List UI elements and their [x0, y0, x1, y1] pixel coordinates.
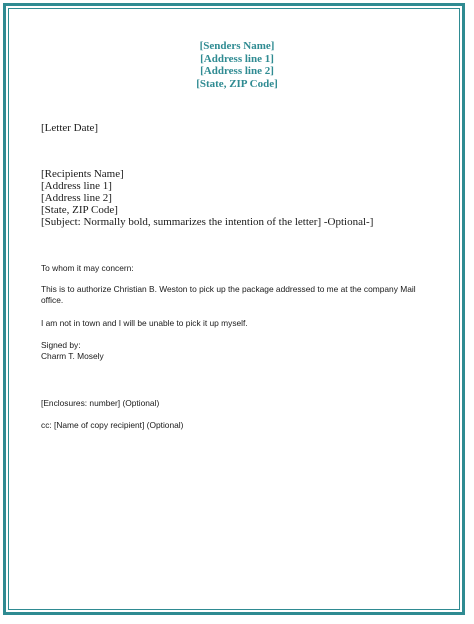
page-border-inner	[8, 8, 460, 610]
signed-by-label: Signed by:	[41, 340, 81, 350]
paragraph-1-line-1: This is to authorize Christian B. Weston to pick up the package addressed to me at the company Mail	[41, 284, 416, 294]
recipient-address-line-2: [Address line 2]	[41, 192, 112, 204]
cc-block	[41, 420, 441, 431]
enclosures: [Enclosures: number] (Optional)	[41, 398, 160, 408]
paragraph-1-line-2: office.	[41, 295, 64, 305]
sender-name: [Senders Name]	[199, 40, 275, 52]
cc-line: cc: [Name of copy recipient] (Optional)	[41, 420, 184, 430]
paragraph-1	[41, 284, 441, 306]
salutation-block	[41, 263, 441, 274]
signature-block	[41, 340, 441, 362]
paragraph-2-block	[41, 318, 441, 329]
letter-date: [Letter Date]	[41, 122, 99, 134]
recipient-state-zip: [State, ZIP Code]	[41, 204, 118, 216]
recipient-address-line-1: [Address line 1]	[41, 180, 112, 192]
salutation: To whom it may concern:	[41, 263, 134, 273]
sender-address-line-1: [Address line 1]	[200, 52, 274, 65]
signer-name: Charm T. Mosely	[41, 351, 104, 361]
subject-line: [Subject: Normally bold, summarizes the intention of the letter] -Optional-]	[41, 216, 374, 228]
recipient-block	[41, 168, 373, 228]
paragraph-2: I am not in town and I will be unable to pick it up myself.	[41, 318, 248, 328]
enclosures-block	[41, 398, 441, 409]
sender-block	[0, 40, 474, 90]
recipient-name: [Recipients Name]	[41, 168, 124, 180]
letter-date-block	[41, 122, 98, 134]
sender-state-zip: [State, ZIP Code]	[196, 77, 278, 90]
sender-address-line-2: [Address line 2]	[200, 65, 274, 77]
